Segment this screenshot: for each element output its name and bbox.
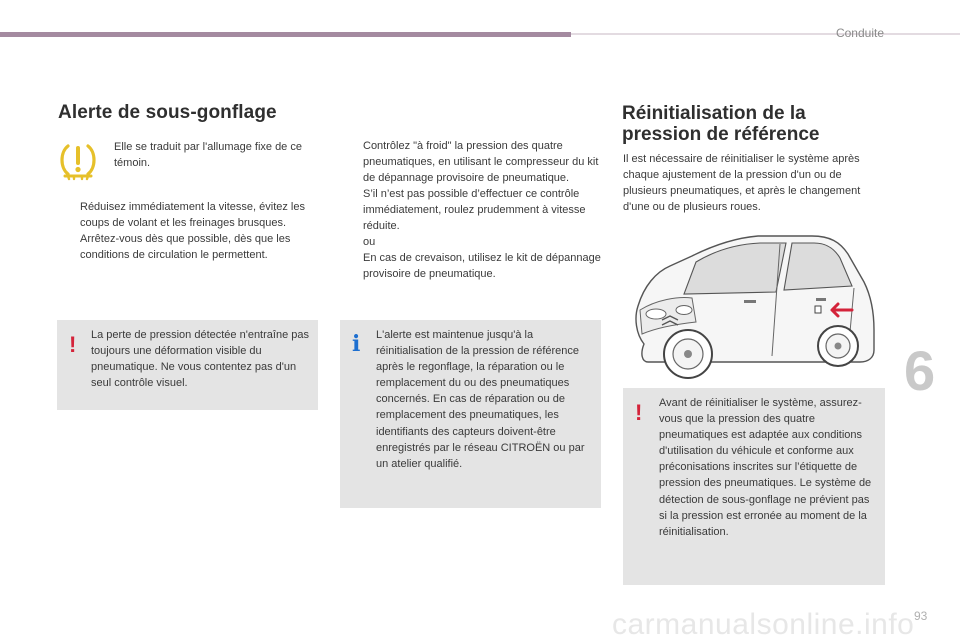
warning-exclamation-icon: ! <box>69 332 77 357</box>
list-item-text: Réduisez immédiatement la vitesse, évitez les coups de volant et les freinages brusques. <box>80 201 305 229</box>
list-item-text: Contrôlez "à froid" la pression des quatre pneumatiques, en utilisant le compresseur du kit de dépannage provisoire de pneumatique. <box>363 140 599 184</box>
chapter-number: 6 <box>904 339 936 402</box>
header-accent-bar <box>0 32 571 37</box>
warning-box-text: La perte de pression détectée n'entraîne pas toujours une déformation visible du pneumatique. Ne vous contentez pas d'un seul contrôle visuel. <box>91 329 309 390</box>
left-bullet-list <box>58 199 320 263</box>
list-item-text: En cas de crevaison, utilisez le kit de dépannage provisoire de pneumatique. <box>363 252 601 280</box>
page-number: 93 <box>914 609 928 623</box>
warning-box-left <box>57 320 318 410</box>
info-box-text: L'alerte est maintenue jusqu'à la réinitialisation de la pression de référence après le regonflage, la réparation ou le remplacement du ou des pneumatiques concernés. En cas de réparation ou de remplacement des pneumatiques, les identifiants des capteurs doivent-être enregistrés par le réseau CITROËN ou par un atelier qualifié. <box>376 329 585 470</box>
list-item <box>341 138 603 186</box>
left-title: Alerte de sous-gonflage <box>58 102 277 123</box>
section-name: Conduite <box>835 26 884 40</box>
info-box <box>340 320 601 508</box>
header-rule <box>571 33 960 35</box>
tyre-pressure-warning-icon <box>57 142 99 182</box>
list-item <box>341 250 603 282</box>
list-item <box>58 199 320 231</box>
warning-exclamation-icon: ! <box>635 400 643 425</box>
watermark: carmanualsonline.info <box>612 608 915 641</box>
right-intro: Il est nécessaire de réinitialiser le système après chaque ajustement de la pression d'un ou de plusieurs pneumatiques, et après le changement d'une ou de plusieurs roues. <box>623 153 861 213</box>
list-item-continuation: S’il n’est pas possible d’effectuer ce contrôle immédiatement, roulez prudemment à vitesse réduite. <box>363 188 586 232</box>
warning-box-text: Avant de réinitialiser le système, assurez-vous que la pression des quatre pneumatiques est adaptée aux conditions d'utilisation du véhicule et conforme aux préconisations inscrites sur l’étiquette de pression des pneumatiques. Le système de détection de sous-gonflage ne prévient pas si la pression est erronée au moment de la réinitialisation. <box>659 397 872 538</box>
list-item-text: Arrêtez-vous dès que possible, dès que les conditions de circulation le permettent. <box>80 233 291 261</box>
info-icon: i <box>352 331 361 357</box>
list-item <box>58 231 320 263</box>
right-title: Réinitialisation de la pression de référence <box>622 103 820 145</box>
separator-or: ou <box>363 236 376 248</box>
warning-box-right <box>623 388 885 585</box>
car-illustration <box>626 226 882 388</box>
middle-bullet-list <box>341 138 603 282</box>
icon-caption: Elle se traduit par l'allumage fixe de ce témoin. <box>114 141 302 169</box>
